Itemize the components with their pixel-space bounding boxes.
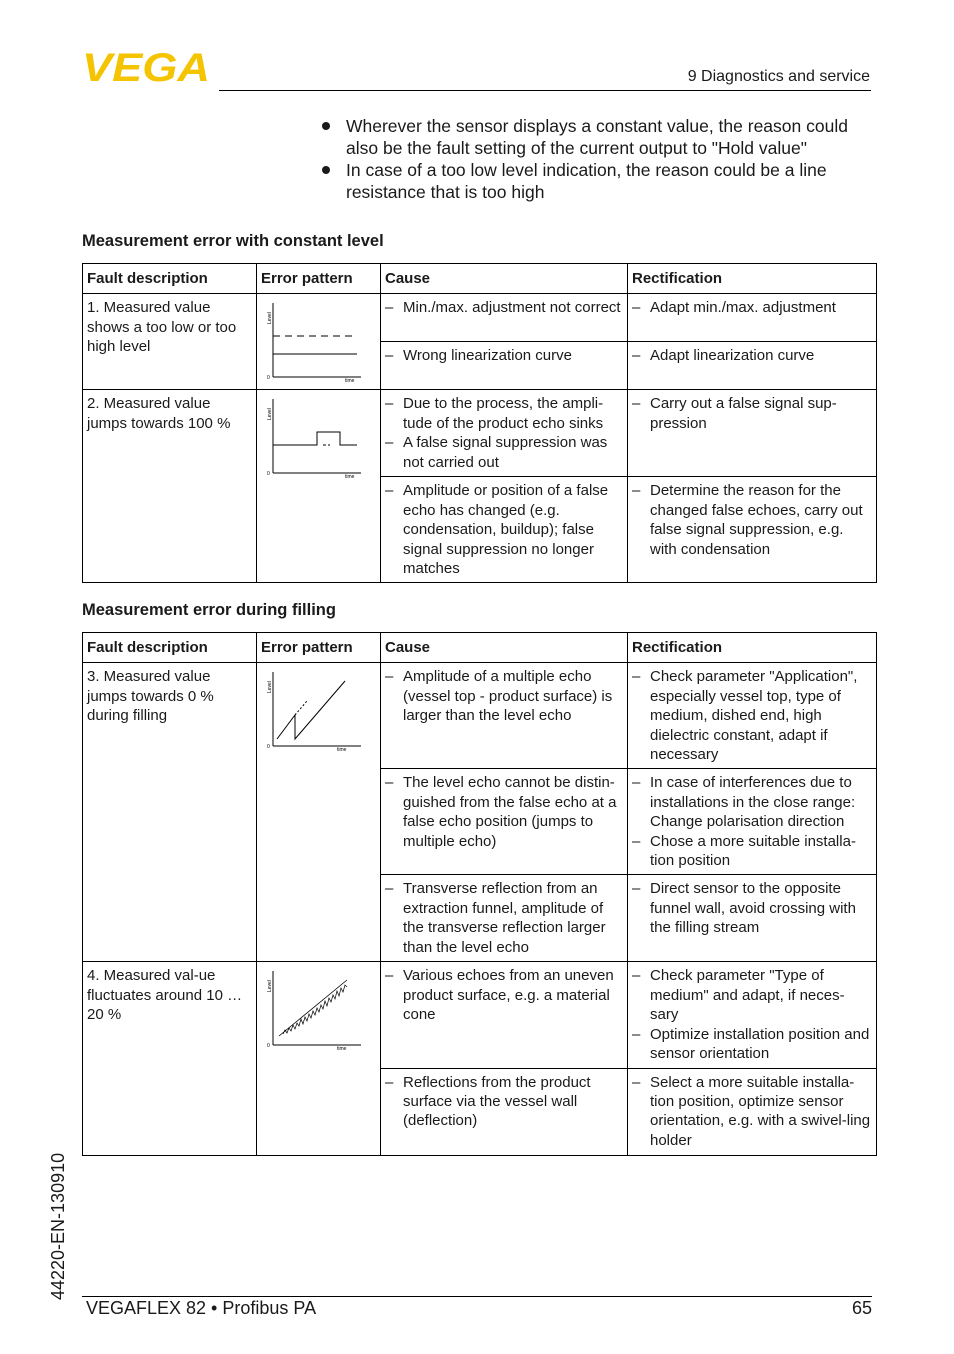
- error-pattern-chart: [265, 300, 365, 385]
- error-pattern-cell: [257, 390, 381, 583]
- rectification-item: – Determine the reason for the changed false echoes, carry out false signal suppression, e.g. with condensation: [632, 481, 872, 559]
- pattern-dashed-line: [295, 701, 307, 715]
- col-rect-header: Rectification: [628, 633, 877, 663]
- error-pattern-cell: [257, 962, 381, 1155]
- vega-logo: [82, 46, 212, 90]
- cause-item: – Reflections from the product surface via the vessel wall (deflection): [385, 1073, 623, 1131]
- cause-item: – Amplitude of a multiple echo (vessel top - product surface) is larger than the level echo: [385, 667, 623, 725]
- x-axis-label: time: [337, 747, 347, 754]
- section-header: 9 Diagnostics and service: [687, 68, 870, 85]
- table-header-row: [83, 264, 877, 294]
- y-axis-label: Level: [267, 312, 273, 325]
- col-fault-header: Fault description: [83, 633, 257, 663]
- footer-rule: [82, 1296, 872, 1297]
- cause-item: – The level echo cannot be distin-guished from the false echo at a false echo position (jumps to multiple echo): [385, 773, 623, 851]
- rectification-cell: [628, 663, 877, 769]
- footer-product: VEGAFLEX 82 • Profibus PA: [86, 1298, 317, 1318]
- cause-item: – Due to the process, the ampli-tude of the product echo sinks: [385, 394, 623, 433]
- cause-cell: [381, 962, 628, 1068]
- col-cause-header: Cause: [381, 633, 628, 663]
- cause-item: – A false signal suppression was not carried out: [385, 433, 623, 472]
- table-row: [83, 390, 877, 477]
- rectification-item: – Adapt linearization curve: [632, 346, 872, 365]
- table2-title: Measurement error during filling: [82, 601, 336, 619]
- table-header-row: [83, 633, 877, 663]
- rectification-item: – Adapt min./max. adjustment: [632, 298, 872, 317]
- table-row: [83, 294, 877, 342]
- rectification-cell: [628, 1068, 877, 1155]
- rectification-item: – Chose a more suitable installa-tion position: [632, 832, 872, 871]
- bullet-item: In case of a too low level indication, the reason could be a line resistance that is too high: [320, 159, 880, 203]
- table-constant-level: [82, 263, 877, 583]
- pattern-fluctuation-line: [283, 985, 347, 1034]
- cause-item: – Amplitude or position of a false echo has changed (e.g. condensation, buildup); false signal suppression no longer matches: [385, 481, 623, 578]
- cause-cell: [381, 663, 628, 769]
- x-axis-label: time: [345, 474, 355, 481]
- cause-cell: [381, 769, 628, 875]
- y-axis-label: Level: [267, 980, 273, 993]
- col-pattern-header: Error pattern: [257, 264, 381, 294]
- rectification-item: – Carry out a false signal sup-pression: [632, 394, 872, 433]
- rectification-item: – In case of interferences due to installations in the close range: Change polarisation direction: [632, 773, 872, 831]
- cause-cell: [381, 294, 628, 342]
- y-axis-label: Level: [267, 681, 273, 694]
- rectification-cell: [628, 769, 877, 875]
- rectification-item: – Select a more suitable installa-tion position, optimize sensor orientation, e.g. with a swivel-ling holder: [632, 1073, 872, 1151]
- origin-label: 0: [267, 1043, 270, 1050]
- rectification-cell: [628, 875, 877, 962]
- bullet-list: [320, 115, 880, 203]
- bullet-item: Wherever the sensor displays a constant value, the reason could also be the fault setting of the current output to "Hold value": [320, 115, 880, 159]
- cause-item: – Min./max. adjustment not correct: [385, 298, 623, 317]
- header-rule: [219, 90, 871, 91]
- col-fault-header: Fault description: [83, 264, 257, 294]
- fault-description: 2. Measured value jumps towards 100 %: [83, 390, 257, 583]
- fault-description: 3. Measured value jumps towards 0 % during filling: [83, 663, 257, 962]
- cause-item: – Various echoes from an uneven product surface, e.g. a material cone: [385, 966, 623, 1024]
- origin-label: 0: [267, 375, 270, 382]
- fault-description: 1. Measured value shows a too low or too high level: [83, 294, 257, 390]
- pattern-jump-line: [277, 681, 345, 739]
- cause-item: – Wrong linearization curve: [385, 346, 623, 365]
- error-pattern-cell: [257, 294, 381, 390]
- table-during-filling: [82, 632, 877, 1156]
- x-axis-label: time: [345, 378, 355, 385]
- y-axis-label: Level: [267, 408, 273, 421]
- col-cause-header: Cause: [381, 264, 628, 294]
- rectification-item: – Optimize installation position and sensor orientation: [632, 1025, 872, 1064]
- table-row: [83, 962, 877, 1068]
- cause-cell: [381, 477, 628, 583]
- error-pattern-chart: [265, 396, 365, 481]
- rectification-cell: [628, 294, 877, 342]
- document-id: 44220-EN-130910: [48, 1152, 68, 1300]
- origin-label: 0: [267, 471, 270, 478]
- error-pattern-chart: [265, 968, 365, 1053]
- rectification-cell: [628, 390, 877, 477]
- cause-cell: [381, 342, 628, 390]
- rectification-cell: [628, 342, 877, 390]
- rectification-cell: [628, 962, 877, 1068]
- origin-label: 0: [267, 744, 270, 751]
- col-pattern-header: Error pattern: [257, 633, 381, 663]
- page-number: 65: [851, 1298, 872, 1318]
- x-axis-label: time: [337, 1046, 347, 1053]
- cause-item: – Transverse reflection from an extraction funnel, amplitude of the transverse reflection larger than the level echo: [385, 879, 623, 957]
- rectification-item: – Check parameter "Application", especially vessel top, type of medium, dished end, high dielectric constant, adapt if necessary: [632, 667, 872, 764]
- cause-cell: [381, 875, 628, 962]
- col-rect-header: Rectification: [628, 264, 877, 294]
- fault-description: 4. Measured val-ue fluctuates around 10 … 20 %: [83, 962, 257, 1155]
- cause-cell: [381, 1068, 628, 1155]
- rectification-item: – Check parameter "Type of medium" and adapt, if neces-sary: [632, 966, 872, 1024]
- rectification-item: – Direct sensor to the opposite funnel wall, avoid crossing with the filling stream: [632, 879, 872, 937]
- pattern-jump-line: [273, 432, 357, 445]
- error-pattern-cell: [257, 663, 381, 962]
- error-pattern-chart: [265, 669, 365, 754]
- cause-cell: [381, 390, 628, 477]
- table-row: [83, 663, 877, 769]
- svg-text:VEGA: VEGA: [82, 46, 210, 90]
- pattern-trend-line: [279, 980, 347, 1036]
- rectification-cell: [628, 477, 877, 583]
- table1-title: Measurement error with constant level: [82, 232, 384, 250]
